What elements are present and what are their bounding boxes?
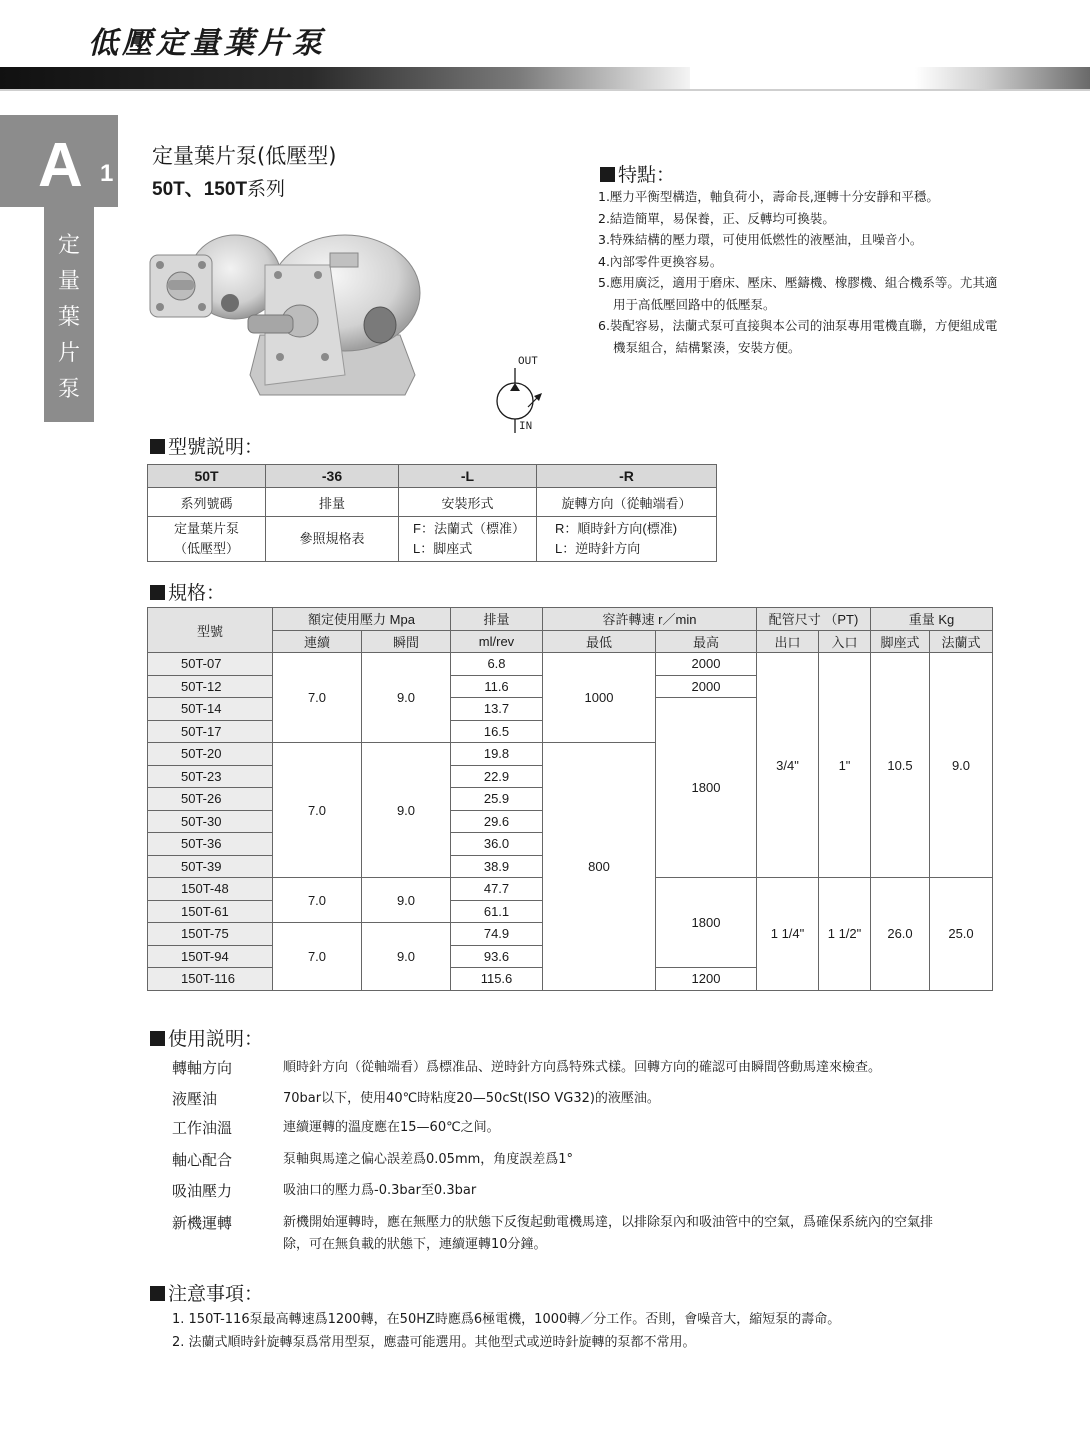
model-heading	[150, 432, 263, 459]
usage-text: 吸油口的壓力爲-0.3bar至0.3bar	[283, 1183, 477, 1198]
spec-displacement: 16.5	[451, 720, 543, 743]
spec-model: 50T-12	[148, 675, 273, 698]
heading-square-icon	[150, 585, 165, 600]
heading-square-icon	[600, 167, 615, 182]
spec-weight-foot: 10.5	[871, 653, 930, 878]
product-models-suffix: 系列	[247, 178, 286, 200]
spec-header-speed: 容許轉速 r／min	[543, 608, 757, 631]
model-code-part: -L	[399, 465, 537, 488]
spec-model: 150T-116	[148, 968, 273, 991]
spec-peak: 9.0	[362, 923, 451, 991]
spec-displacement: 6.8	[451, 653, 543, 676]
spec-header-max: 最高	[656, 630, 757, 653]
feature-item: 2.結造簡單，易保養，正、反轉均可換裝。	[598, 210, 835, 226]
spec-model: 50T-23	[148, 765, 273, 788]
rotation-desc	[537, 517, 717, 562]
spec-header-outlet: 出口	[757, 630, 819, 653]
header-divider	[0, 89, 1090, 91]
spec-header-foot: 脚座式	[871, 630, 930, 653]
mount-option: F：法蘭式（標准）	[413, 521, 525, 536]
spec-displacement: 29.6	[451, 810, 543, 833]
feature-item: 1.壓力平衡型構造，軸負荷小，壽命長,運轉十分安靜和平穩。	[598, 189, 939, 204]
section-char: 片	[57, 341, 80, 366]
usage-text: 泵軸與馬達之偏心誤差爲0.05mm，角度誤差爲1°	[283, 1152, 574, 1167]
spec-header-inlet: 入口	[819, 630, 871, 653]
notes-heading	[150, 1279, 263, 1306]
spec-model: 50T-14	[148, 698, 273, 721]
model-code-part: -R	[537, 465, 717, 488]
series-desc-line: 定量葉片泵	[173, 521, 239, 536]
notes-title: 注意事項：	[168, 1283, 264, 1305]
spec-max-speed: 1200	[656, 968, 757, 991]
spec-max-speed: 1800	[656, 878, 757, 968]
spec-min-speed: 800	[543, 743, 656, 991]
spec-table	[147, 607, 993, 991]
spec-displacement: 11.6	[451, 675, 543, 698]
usage-title: 使用説明：	[168, 1028, 264, 1050]
spec-model: 50T-07	[148, 653, 273, 676]
spec-model: 150T-75	[148, 923, 273, 946]
usage-label: 吸油壓力	[172, 1182, 233, 1200]
spec-displacement: 47.7	[451, 878, 543, 901]
heading-square-icon	[150, 439, 165, 454]
spec-max-speed: 1800	[656, 698, 757, 878]
section-char: 量	[57, 269, 80, 294]
product-models: 50T、150T	[152, 179, 248, 200]
product-title: 定量葉片泵(低壓型)	[152, 144, 337, 168]
spec-continuous: 7.0	[273, 923, 362, 991]
model-code-label: 安裝形式	[399, 488, 537, 517]
spec-weight-flange: 25.0	[930, 878, 993, 991]
usage-text: 連續運轉的溫度應在15—60℃之间。	[283, 1120, 500, 1135]
spec-model: 50T-30	[148, 810, 273, 833]
spec-header-model: 型號	[148, 608, 273, 653]
spec-header-peak: 瞬間	[362, 630, 451, 653]
usage-label: 軸心配合	[172, 1151, 233, 1169]
spec-header-pressure: 額定使用壓力 Mpa	[273, 608, 451, 631]
model-code-label: 系列號碼	[148, 488, 266, 517]
spec-model: 50T-39	[148, 855, 273, 878]
heading-square-icon	[150, 1286, 165, 1301]
section-letter: A	[38, 131, 83, 200]
usage-label: 液壓油	[172, 1090, 218, 1108]
spec-continuous: 7.0	[273, 743, 362, 878]
spec-header-displacement: 排量	[451, 608, 543, 631]
feature-item: 6.裝配容易，法蘭式泵可直接與本公司的油泵專用電機直聯，方便組成電機泵組合，結構緊湊，安裝方便。	[598, 318, 998, 355]
features-heading	[600, 160, 675, 187]
spec-weight-foot: 26.0	[871, 878, 930, 991]
model-code-part: 50T	[148, 465, 266, 488]
spec-header-displacement-unit: ml/rev	[451, 630, 543, 653]
usage-label: 新機運轉	[172, 1214, 233, 1232]
spec-continuous: 7.0	[273, 878, 362, 923]
header-band	[0, 67, 690, 89]
section-char: 葉	[57, 305, 80, 330]
usage-label: 轉軸方向	[172, 1059, 233, 1077]
spec-model: 50T-17	[148, 720, 273, 743]
symbol-in-label: IN	[519, 421, 533, 433]
spec-min-speed: 1000	[543, 653, 656, 743]
spec-displacement: 38.9	[451, 855, 543, 878]
usage-text: 順時針方向（從軸端看）爲標准品、逆時針方向爲特殊式樣。回轉方向的確認可由瞬間啓動馬達來檢查。	[283, 1060, 882, 1075]
section-char: 泵	[57, 377, 80, 402]
spec-header-continuous: 連續	[273, 630, 362, 653]
pump-photo	[140, 225, 430, 425]
section-number: 1	[100, 160, 114, 187]
displacement-desc: 參照規格表	[266, 517, 399, 562]
spec-displacement: 25.9	[451, 788, 543, 811]
model-code-table	[147, 464, 717, 562]
spec-continuous: 7.0	[273, 653, 362, 743]
spec-header-weight: 重量 Kg	[871, 608, 993, 631]
spec-max-speed: 2000	[656, 653, 757, 676]
usage-heading	[150, 1024, 263, 1051]
series-desc	[148, 517, 266, 562]
spec-displacement: 74.9	[451, 923, 543, 946]
usage-label: 工作油溫	[172, 1119, 233, 1137]
series-desc-line: （低壓型）	[173, 541, 239, 556]
spec-displacement: 22.9	[451, 765, 543, 788]
note-item: 2. 法蘭式順時針旋轉泵爲常用型泵，應盡可能選用。其他型式或逆時針旋轉的泵都不常用。	[172, 1335, 696, 1350]
notes-list	[172, 1308, 840, 1354]
spec-inlet: 1"	[819, 653, 871, 878]
spec-inlet: 1 1/2"	[819, 878, 871, 991]
heading-square-icon	[150, 1031, 165, 1046]
spec-title: 規格：	[168, 582, 226, 604]
product-subtitle	[152, 174, 285, 201]
spec-heading	[150, 578, 225, 605]
features-list	[598, 186, 1028, 358]
mount-option: L：脚座式	[413, 541, 473, 556]
spec-model: 50T-36	[148, 833, 273, 856]
spec-header-min: 最低	[543, 630, 656, 653]
rotation-option: R：順時針方向(標准)	[555, 521, 678, 536]
note-item: 1. 150T-116泵最高轉速爲1200轉，在50HZ時應爲6極電機，1000轉／分工作。否則，會噪音大，縮短泵的壽命。	[172, 1312, 841, 1327]
spec-displacement: 61.1	[451, 900, 543, 923]
spec-outlet: 3/4"	[757, 653, 819, 878]
model-code-label: 旋轉方向（從軸端看）	[537, 488, 717, 517]
header-band-right	[915, 67, 1090, 89]
spec-model: 50T-26	[148, 788, 273, 811]
spec-displacement: 13.7	[451, 698, 543, 721]
feature-item: 4.內部零件更換容易。	[598, 253, 723, 269]
mount-desc	[399, 517, 537, 562]
spec-peak: 9.0	[362, 878, 451, 923]
spec-displacement: 115.6	[451, 968, 543, 991]
spec-displacement: 36.0	[451, 833, 543, 856]
spec-model: 150T-61	[148, 900, 273, 923]
spec-weight-flange: 9.0	[930, 653, 993, 878]
model-code-part: -36	[266, 465, 399, 488]
spec-header-flange: 法蘭式	[930, 630, 993, 653]
spec-model: 150T-48	[148, 878, 273, 901]
spec-peak: 9.0	[362, 653, 451, 743]
spec-peak: 9.0	[362, 743, 451, 878]
spec-outlet: 1 1/4"	[757, 878, 819, 991]
page-title: 低壓定量葉片泵	[88, 26, 326, 61]
model-title: 型號説明：	[168, 436, 264, 458]
model-code-label: 排量	[266, 488, 399, 517]
usage-text: 70bar以下，使用40℃時粘度20—50cSt(ISO VG32)的液壓油。	[283, 1091, 660, 1106]
rotation-option: L：逆時針方向	[555, 541, 641, 556]
feature-item: 5.應用廣泛，適用于磨床、壓床、壓鑄機、橡膠機、組合機系等。尤其適用于高低壓回路中的低壓泵。	[598, 275, 998, 312]
usage-text: 新機開始運轉時，應在無壓力的狀態下反復起動電機馬達，以排除泵內和吸油管中的空氣，爲確保系統內的空氣排除，可在無負載的狀態下，連續運轉10分鐘。	[283, 1215, 934, 1252]
spec-model: 150T-94	[148, 945, 273, 968]
spec-displacement: 19.8	[451, 743, 543, 766]
features-title: 特點：	[618, 164, 676, 186]
spec-header-piping: 配管尺寸 （PT)	[757, 608, 871, 631]
symbol-out-label: OUT	[518, 356, 538, 368]
spec-displacement: 93.6	[451, 945, 543, 968]
feature-item: 3.特殊結構的壓力環，可使用低燃性的液壓油，且噪音小。	[598, 232, 923, 247]
spec-max-speed: 2000	[656, 675, 757, 698]
section-char: 定	[57, 233, 80, 258]
spec-model: 50T-20	[148, 743, 273, 766]
